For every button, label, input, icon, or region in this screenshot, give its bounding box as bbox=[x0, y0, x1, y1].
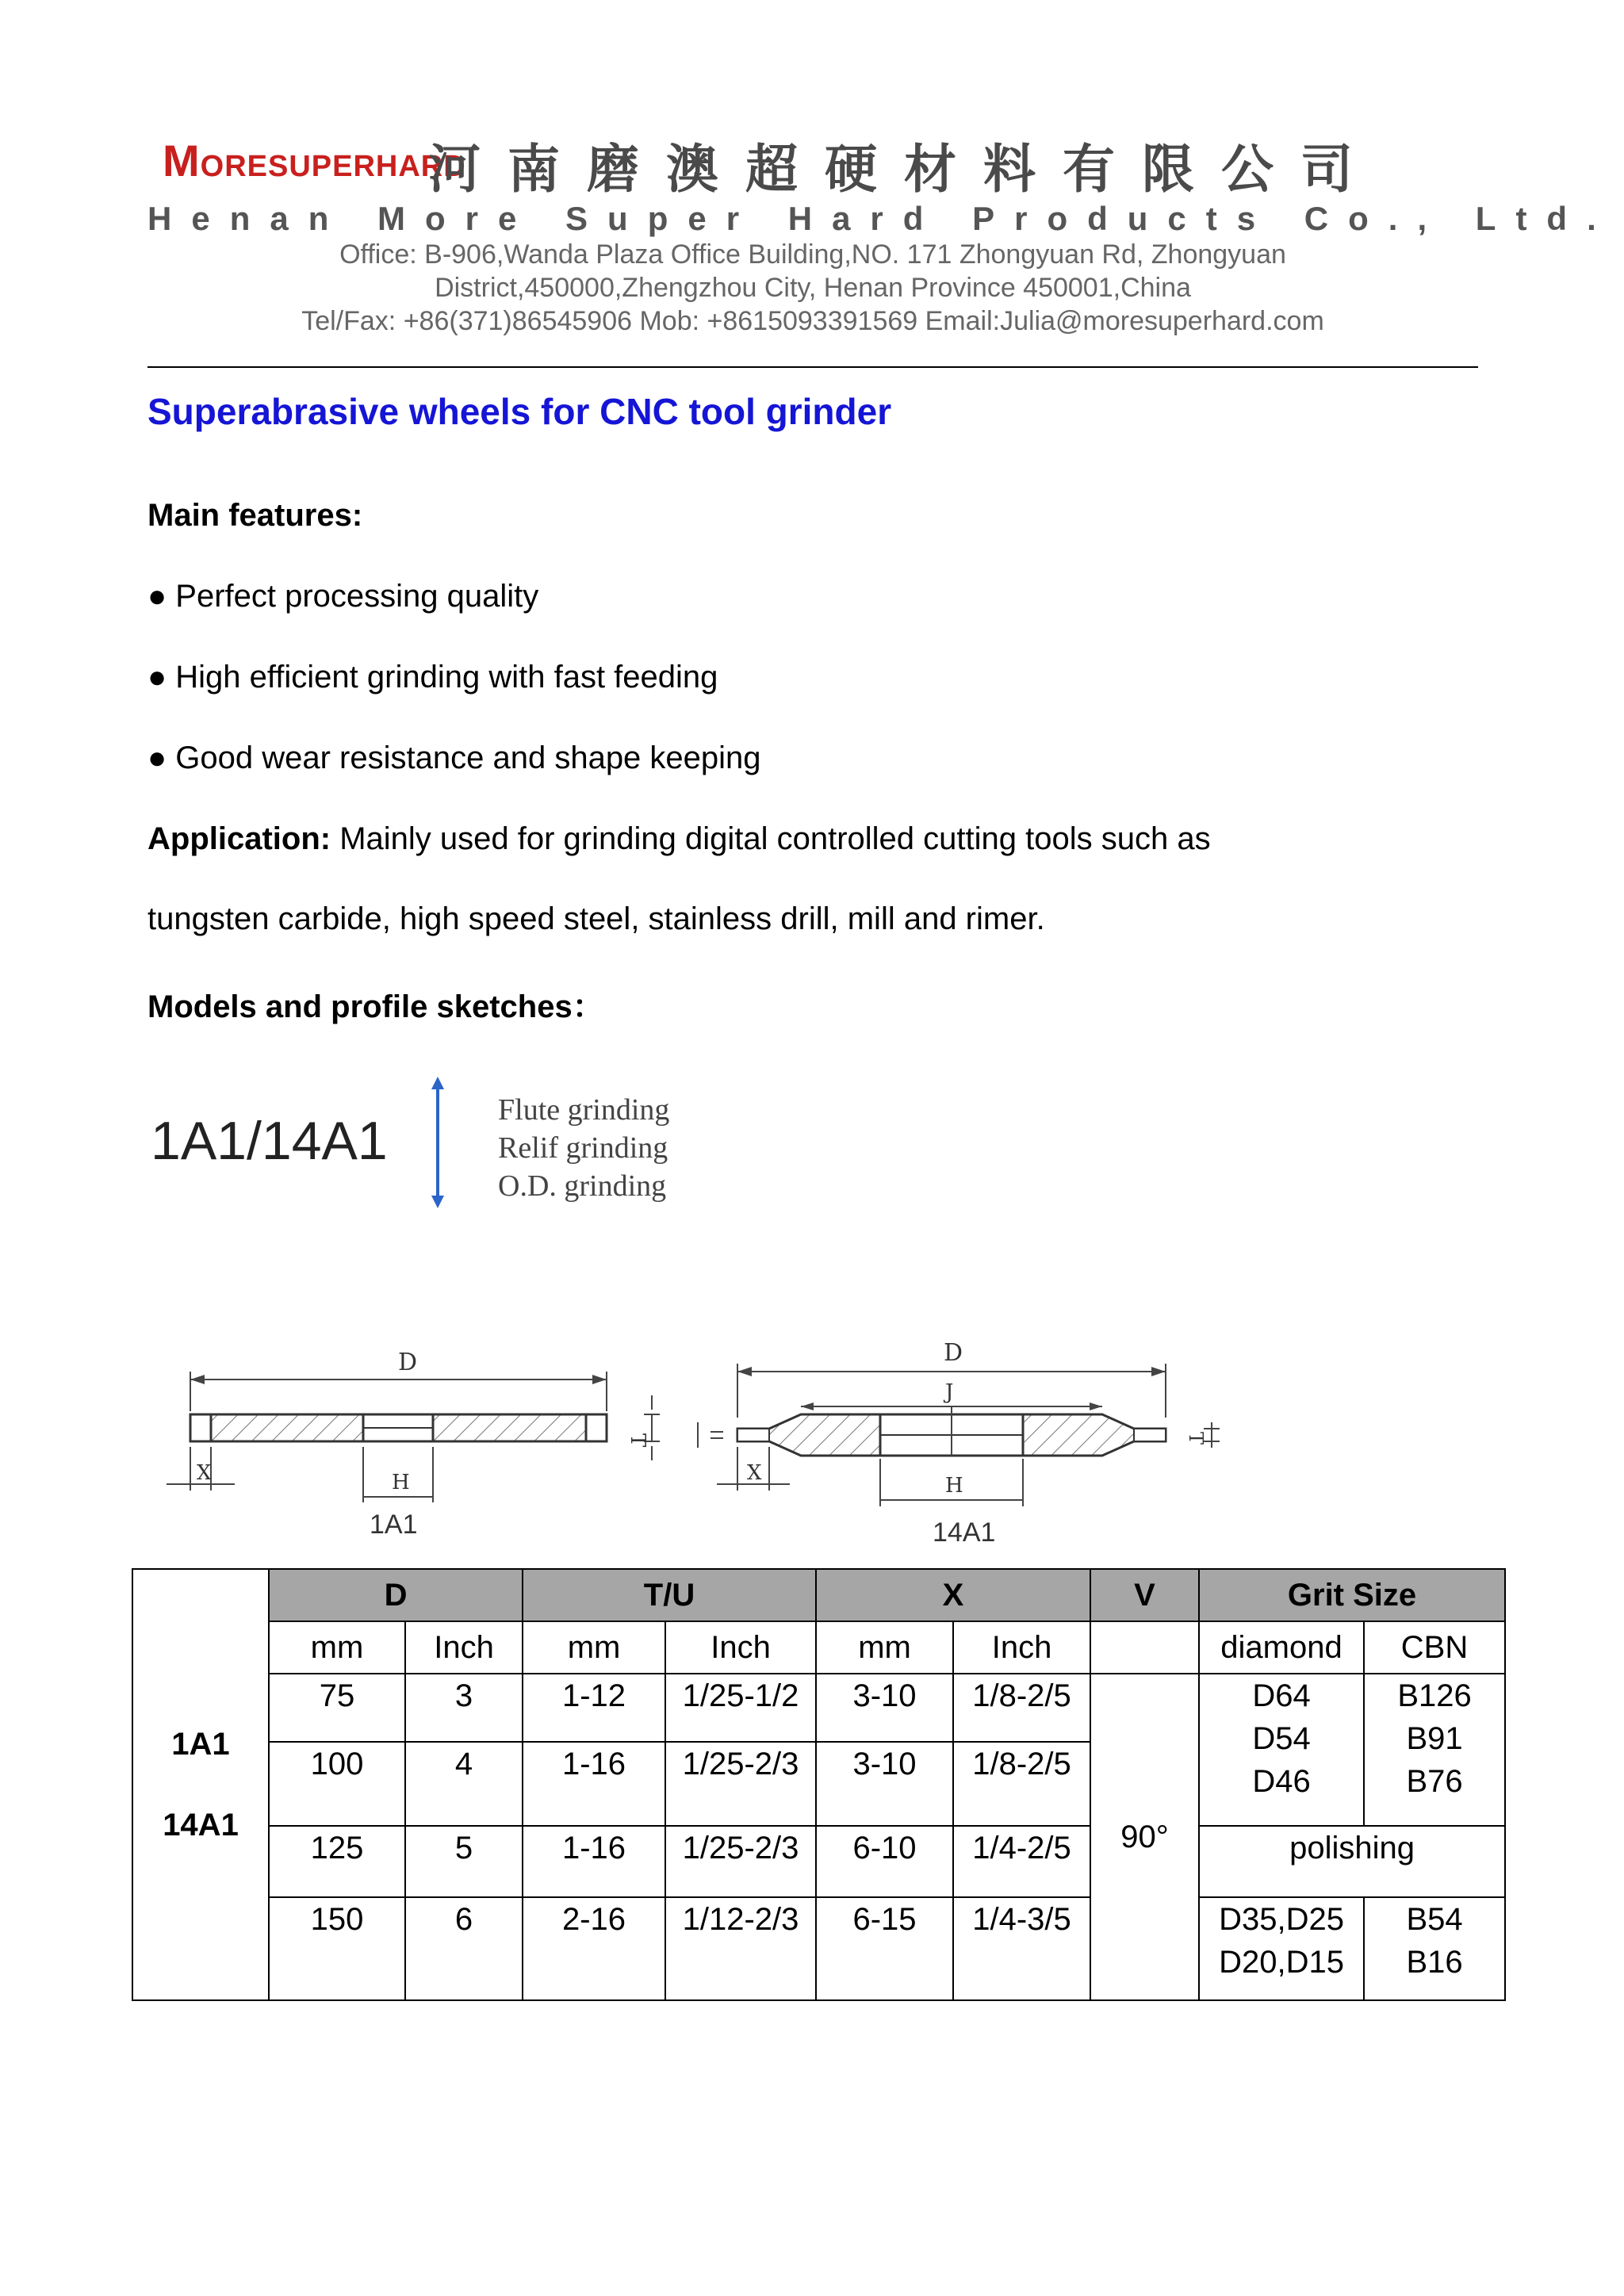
cell-x-mm: 3-10 bbox=[816, 1674, 953, 1742]
feature-item: ● Perfect processing quality bbox=[147, 579, 539, 614]
dim-d: D bbox=[944, 1339, 963, 1367]
cell-x-mm: 6-10 bbox=[816, 1826, 953, 1897]
dim-x: X bbox=[747, 1461, 762, 1485]
header-divider bbox=[147, 366, 1478, 368]
spec-table bbox=[132, 1568, 1506, 2001]
cell-d-mm: 150 bbox=[269, 1897, 405, 2000]
cell-t-inch: 1/25-1/2 bbox=[665, 1674, 816, 1742]
cell-d-inch: 5 bbox=[405, 1826, 523, 1897]
subheader-v-empty bbox=[1090, 1621, 1199, 1674]
feature-item: ● High efficient grinding with fast feeding bbox=[147, 660, 718, 695]
use-od-grinding: O.D. grinding bbox=[498, 1169, 667, 1203]
cell-grit-cbn-fine: B54 B16 bbox=[1364, 1897, 1505, 2000]
cell-t-mm: 2-16 bbox=[523, 1897, 665, 2000]
office-address-line2: District,450000,Zhengzhou City, Henan Province 450001,China bbox=[435, 273, 1191, 303]
cell-x-inch: 1/8-2/5 bbox=[953, 1742, 1090, 1826]
cell-x-mm: 6-15 bbox=[816, 1897, 953, 2000]
cell-t-inch: 1/12-2/3 bbox=[665, 1897, 816, 2000]
header-grit-size: Grit Size bbox=[1199, 1569, 1505, 1621]
subheader-inch: Inch bbox=[665, 1621, 816, 1674]
cell-polishing: polishing bbox=[1199, 1826, 1505, 1897]
use-relif-grinding: Relif grinding bbox=[498, 1131, 668, 1165]
model-type-cell: 1A1 14A1 bbox=[132, 1569, 269, 2000]
subheader-inch: Inch bbox=[953, 1621, 1090, 1674]
cell-t-mm: 1-12 bbox=[523, 1674, 665, 1742]
dim-d: D bbox=[398, 1349, 418, 1376]
dim-h: H bbox=[945, 1474, 963, 1498]
cell-t-mm: 1-16 bbox=[523, 1742, 665, 1826]
dim-t: T bbox=[1185, 1432, 1207, 1445]
application-paragraph-cont: tungsten carbide, high speed steel, stainless drill, mill and rimer. bbox=[147, 901, 1045, 936]
dim-h: H bbox=[392, 1471, 410, 1494]
subheader-mm: mm bbox=[269, 1621, 405, 1674]
subheader-diamond: diamond bbox=[1199, 1621, 1364, 1674]
cell-t-inch: 1/25-2/3 bbox=[665, 1742, 816, 1826]
cell-d-mm: 75 bbox=[269, 1674, 405, 1742]
company-name-cn: 河南磨澳超硬材料有限公司 bbox=[428, 139, 1380, 200]
cell-d-mm: 125 bbox=[269, 1826, 405, 1897]
use-flute-grinding: Flute grinding bbox=[498, 1093, 670, 1127]
sketch-caption-14a1: 14A1 bbox=[933, 1517, 996, 1548]
header-x: X bbox=[816, 1569, 1090, 1621]
cell-x-inch: 1/4-2/5 bbox=[953, 1826, 1090, 1897]
office-address-line1: Office: B-906,Wanda Plaza Office Building,NO. 171 Zhongyuan Rd, Zhongyuan bbox=[339, 239, 1286, 270]
header-tu: T/U bbox=[523, 1569, 816, 1621]
feature-item: ● Good wear resistance and shape keeping bbox=[147, 740, 761, 775]
subheader-mm: mm bbox=[523, 1621, 665, 1674]
cell-grit-diamond-fine: D35,D25 D20,D15 bbox=[1199, 1897, 1364, 2000]
cell-grit-cbn: B126 B91 B76 bbox=[1364, 1674, 1505, 1826]
cell-t-inch: 1/25-2/3 bbox=[665, 1826, 816, 1897]
contact-line: Tel/Fax: +86(371)86545906 Mob: +8615093391569 Email:Julia@moresuperhard.com bbox=[301, 306, 1324, 336]
models-heading: Models and profile sketches： bbox=[147, 989, 604, 1024]
cell-grit-diamond: D64 D54 D46 bbox=[1199, 1674, 1364, 1826]
subheader-inch: Inch bbox=[405, 1621, 523, 1674]
dim-t: T bbox=[626, 1433, 649, 1448]
subheader-mm: mm bbox=[816, 1621, 953, 1674]
sketch-14a1 bbox=[690, 1332, 1229, 1514]
subheader-cbn: CBN bbox=[1364, 1621, 1505, 1674]
features-heading: Main features: bbox=[147, 498, 363, 533]
document-title: Superabrasive wheels for CNC tool grinder bbox=[147, 391, 892, 432]
cell-x-mm: 3-10 bbox=[816, 1742, 953, 1826]
cell-t-mm: 1-16 bbox=[523, 1826, 665, 1897]
model-name: 1A1/14A1 bbox=[151, 1111, 388, 1171]
cell-x-inch: 1/8-2/5 bbox=[953, 1674, 1090, 1742]
double-arrow-icon bbox=[422, 1075, 454, 1210]
header-d: D bbox=[269, 1569, 523, 1621]
cell-d-inch: 6 bbox=[405, 1897, 523, 2000]
company-name-en: Henan More Super Hard Products Co., Ltd. bbox=[147, 200, 1616, 237]
cell-d-inch: 3 bbox=[405, 1674, 523, 1742]
sketch-1a1 bbox=[159, 1332, 682, 1506]
sketch-caption-1a1: 1A1 bbox=[370, 1510, 418, 1540]
company-logo: MORESUPERHARD bbox=[163, 136, 466, 186]
cell-v: 90° bbox=[1090, 1674, 1199, 2000]
cell-d-mm: 100 bbox=[269, 1742, 405, 1826]
dim-x: X bbox=[197, 1461, 212, 1485]
dim-j: J bbox=[945, 1380, 954, 1404]
header-v: V bbox=[1090, 1569, 1199, 1621]
cell-x-inch: 1/4-3/5 bbox=[953, 1897, 1090, 2000]
cell-d-inch: 4 bbox=[405, 1742, 523, 1826]
application-paragraph: Application: Mainly used for grinding digital controlled cutting tools such as bbox=[147, 821, 1211, 856]
